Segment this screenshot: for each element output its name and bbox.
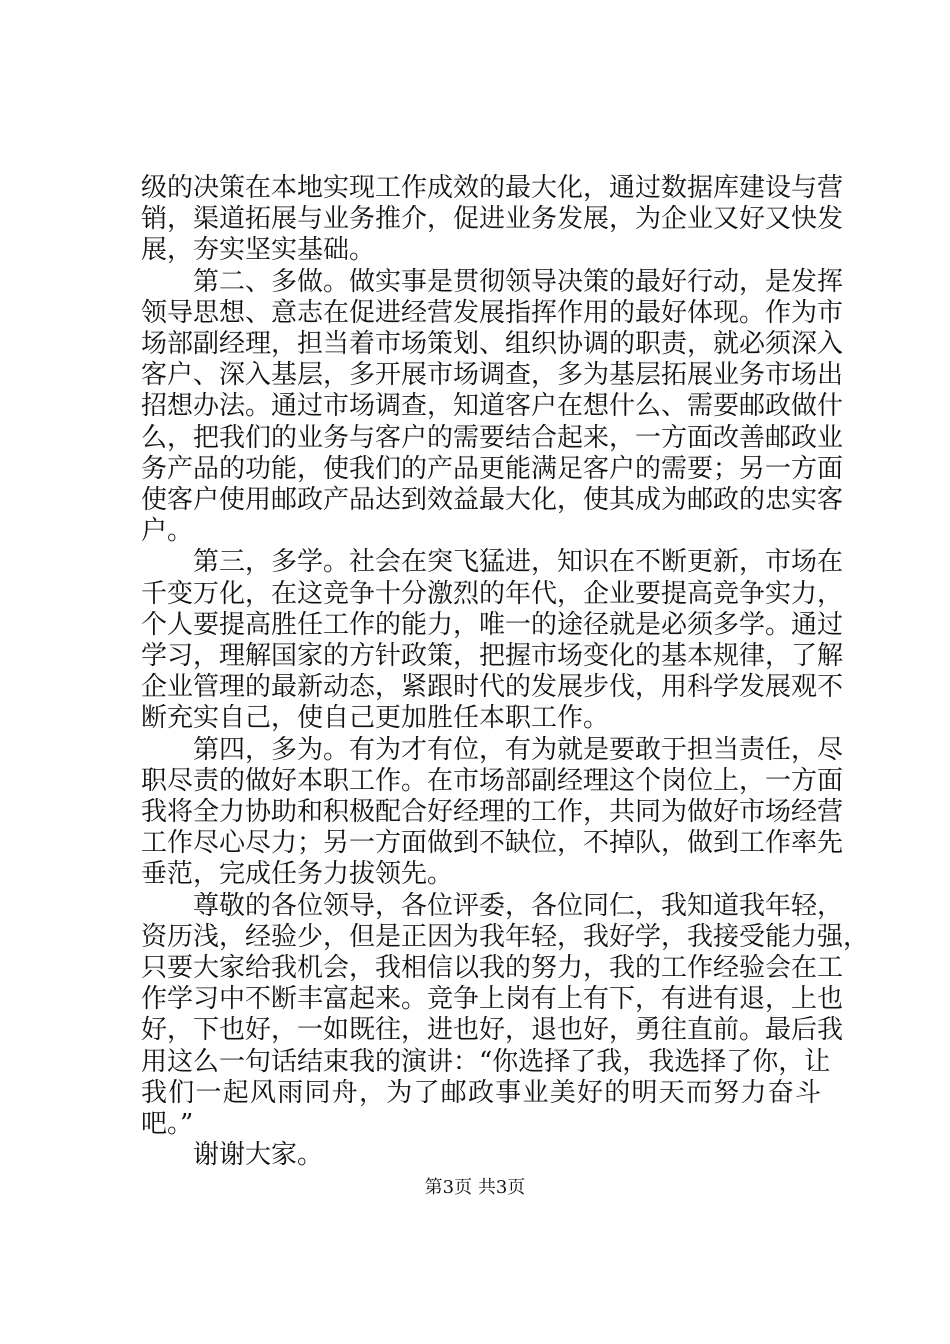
paragraph-line: 招想办法。通过市场调查，知道客户在想什么、需要邮政做什 bbox=[141, 391, 844, 422]
page-footer: 第3页 共3页 bbox=[424, 1177, 526, 1199]
paragraph-line: 学习，理解国家的方针政策，把握市场变化的基本规律，了解 bbox=[141, 641, 844, 671]
paragraph-line: 职尽责的做好本职工作。在市场部副经理这个岗位上，一方面 bbox=[141, 765, 844, 796]
paragraph-line: 展，夯实坚实基础。 bbox=[141, 235, 376, 266]
paragraph-line: 企业管理的最新动态，紧跟时代的发展步伐，用科学发展观不 bbox=[141, 672, 844, 703]
paragraph-line: 尊敬的各位领导，各位评委，各位同仁，我知道我年轻， bbox=[141, 890, 844, 921]
paragraph-line: 谢谢大家。 bbox=[141, 1140, 324, 1171]
paragraph-line: 第二、多做。做实事是贯彻领导决策的最好行动，是发挥 bbox=[141, 266, 844, 297]
paragraph-line: 第四，多为。有为才有位，有为就是要敢于担当责任，尽 bbox=[141, 734, 844, 765]
paragraph-line: 好，下也好，一如既往，进也好，退也好，勇往直前。最后我 bbox=[141, 1015, 844, 1046]
paragraph-line: 务产品的功能，使我们的产品更能满足客户的需要；另一方面 bbox=[141, 453, 844, 484]
paragraph-line: 垂范，完成任务力拔领先。 bbox=[141, 859, 454, 890]
paragraph-line: 场部副经理，担当着市场策划、组织协调的职责，就必须深入 bbox=[141, 329, 844, 359]
paragraph-line: 我们一起风雨同舟，为了邮政事业美好的明天而努力奋斗 bbox=[141, 1077, 821, 1108]
paragraph-line: 用这么一句话结束我的演讲：“你选择了我，我选择了你，让 bbox=[141, 1046, 831, 1077]
paragraph-line: 断充实自己，使自己更加胜任本职工作。 bbox=[141, 703, 610, 734]
paragraph-line: 资历浅，经验少，但是正因为我年轻，我好学，我接受能力强， bbox=[141, 921, 870, 952]
paragraph-line: 我将全力协助和积极配合好经理的工作，共同为做好市场经营 bbox=[141, 797, 844, 827]
paragraph-line: 个人要提高胜任工作的能力，唯一的途径就是必须多学。通过 bbox=[141, 609, 844, 640]
paragraph-line: 客户、深入基层，多开展市场调查，多为基层拓展业务市场出 bbox=[141, 360, 844, 391]
paragraph-line: 销，渠道拓展与业务推介，促进业务发展，为企业又好又快发 bbox=[141, 204, 844, 235]
paragraph-line: 户。 bbox=[141, 516, 194, 547]
paragraph-line: 千变万化，在这竞争十分激烈的年代，企业要提高竞争实力， bbox=[141, 578, 844, 609]
paragraph-line: 第三，多学。社会在突飞猛进，知识在不断更新，市场在 bbox=[141, 547, 844, 578]
paragraph-line: 工作尽心尽力；另一方面做到不缺位，不掉队，做到工作率先 bbox=[141, 828, 844, 859]
paragraph-line: 吧。” bbox=[141, 1109, 194, 1139]
paragraph-line: 作学习中不断丰富起来。竞争上岗有上有下，有进有退，上也 bbox=[141, 984, 844, 1015]
paragraph-line: 领导思想、意志在促进经营发展指挥作用的最好体现。作为市 bbox=[141, 297, 844, 328]
paragraph-line: 么，把我们的业务与客户的需要结合起来，一方面改善邮政业 bbox=[141, 422, 844, 453]
paragraph-line: 只要大家给我机会，我相信以我的努力，我的工作经验会在工 bbox=[141, 953, 844, 983]
paragraph-line: 级的决策在本地实现工作成效的最大化，通过数据库建设与营 bbox=[141, 173, 844, 203]
paragraph-line: 使客户使用邮政产品达到效益最大化，使其成为邮政的忠实客 bbox=[141, 485, 844, 515]
